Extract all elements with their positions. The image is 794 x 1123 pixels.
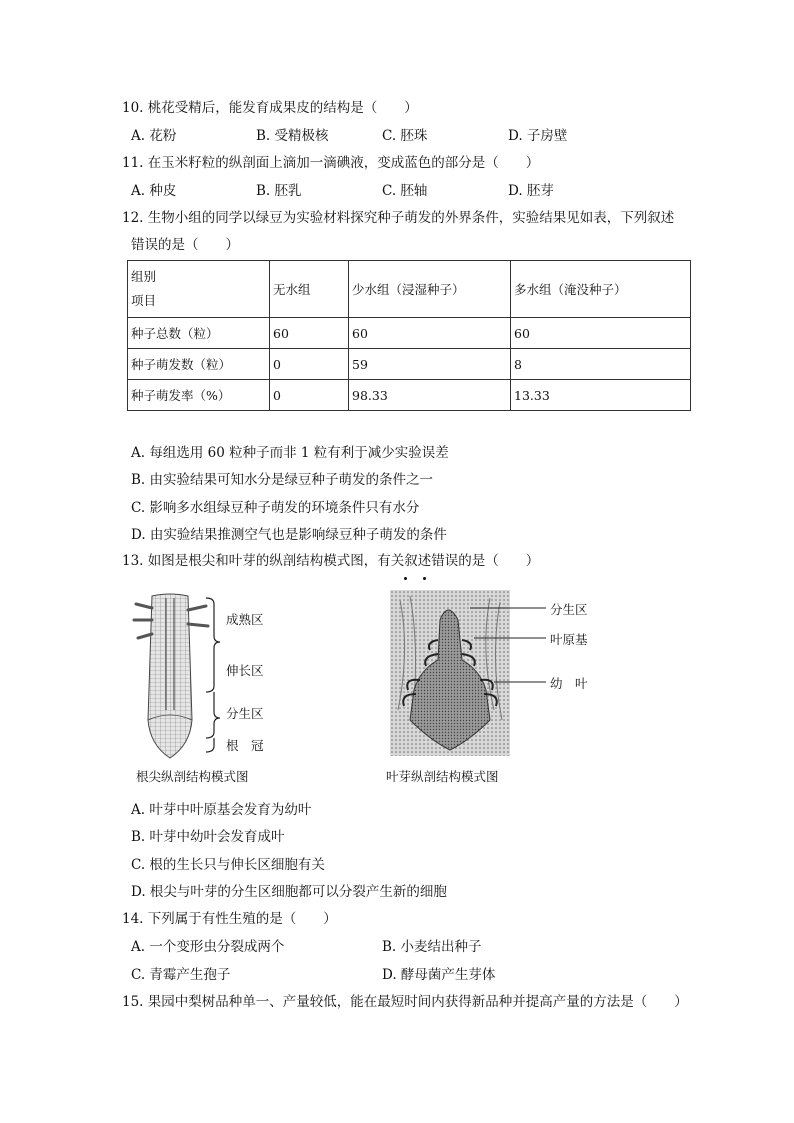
root-label-elongation-zone: 伸长区 <box>226 663 264 678</box>
root-label-maturation-zone: 成熟区 <box>226 612 264 627</box>
experiment-table <box>127 260 691 411</box>
q12-option-d: D. 由实验结果推测空气也是影响绿豆种子萌发的条件 <box>131 527 447 543</box>
root-label-meristem-zone: 分生区 <box>226 706 264 721</box>
emphasis-dot <box>423 577 426 580</box>
q12-option-c: C. 影响多水组绿豆种子萌发的环境条件只有水分 <box>131 500 420 516</box>
q14-option-a: A. 一个变形虫分裂成两个 <box>131 939 285 955</box>
root-label-root-cap: 根 冠 <box>226 738 264 753</box>
q11-option-a: A. 种皮 <box>131 183 177 199</box>
question-13-stem: 13. 如图是根尖和叶芽的纵剖结构模式图，有关叙述错误的是（ ） <box>122 553 540 569</box>
q12-option-b: B. 由实验结果可知水分是绿豆种子萌发的条件之一 <box>131 472 434 488</box>
q10-option-b: B. 受精极核 <box>256 128 329 144</box>
root-zone-bracket <box>204 596 224 754</box>
bud-figure-caption: 叶芽纵剖结构模式图 <box>386 769 499 784</box>
root-figure-caption: 根尖纵剖结构模式图 <box>136 769 249 784</box>
q13-option-a: A. 叶芽中叶原基会发育为幼叶 <box>131 802 312 818</box>
question-15-stem: 15. 果园中梨树品种单一、产量较低，能在最短时间内获得新品种并提高产量的方法是（ ） <box>122 994 688 1010</box>
table-cell: 60 <box>511 318 691 349</box>
q14-option-d: D. 酵母菌产生芽体 <box>382 967 496 983</box>
table-header-corner <box>128 261 270 318</box>
question-14-stem: 14. 下列属于有性生殖的是（ ） <box>122 911 337 927</box>
question-12-stem-line2: 错误的是（ ） <box>131 237 239 253</box>
bud-leader-lines <box>470 600 550 690</box>
column-header-little-water: 少水组（浸湿种子） <box>349 261 511 318</box>
bud-label-leaf-primordium: 叶原基 <box>550 632 588 647</box>
q11-option-d: D. 胚芽 <box>508 183 554 199</box>
table-cell: 98.33 <box>349 380 511 411</box>
column-header-much-water: 多水组（淹没种子） <box>511 261 691 318</box>
table-row <box>128 349 691 380</box>
table-cell: 0 <box>270 349 349 380</box>
header-item-label: 项目 <box>131 293 157 308</box>
q10-option-c: C. 胚珠 <box>382 128 428 144</box>
row-label: 种子萌发率（%） <box>128 380 270 411</box>
q14-option-b: B. 小麦结出种子 <box>382 939 482 955</box>
question-12-stem-line1: 12. 生物小组的同学以绿豆为实验材料探究种子萌发的外界条件，实验结果见如表，下列叙述 <box>122 210 675 226</box>
column-header-no-water: 无水组 <box>270 261 349 318</box>
header-group-label: 组别 <box>131 269 157 284</box>
bud-label-meristem-zone: 分生区 <box>550 602 588 617</box>
table-row <box>128 318 691 349</box>
q11-option-c: C. 胚轴 <box>382 183 428 199</box>
row-label: 种子萌发数（粒） <box>128 349 270 380</box>
emphasis-dot <box>404 577 407 580</box>
table-cell: 13.33 <box>511 380 691 411</box>
q10-option-d: D. 子房壁 <box>508 128 568 144</box>
q13-option-d: D. 根尖与叶芽的分生区细胞都可以分裂产生新的细胞 <box>131 884 447 900</box>
q10-option-a: A. 花粉 <box>131 128 177 144</box>
q14-option-c: C. 青霉产生孢子 <box>131 967 231 983</box>
question-10-stem: 10. 桃花受精后，能发育成果皮的结构是（ ） <box>122 100 418 116</box>
table-cell: 60 <box>349 318 511 349</box>
question-11-stem: 11. 在玉米籽粒的纵剖面上滴加一滴碘液，变成蓝色的部分是（ ） <box>122 155 540 171</box>
table-cell: 59 <box>349 349 511 380</box>
q11-option-b: B. 胚乳 <box>256 183 302 199</box>
table-row <box>128 380 691 411</box>
table-cell: 60 <box>270 318 349 349</box>
table-cell: 8 <box>511 349 691 380</box>
q13-option-c: C. 根的生长只与伸长区细胞有关 <box>131 857 325 873</box>
row-label: 种子总数（粒） <box>128 318 270 349</box>
bud-label-young-leaf: 幼 叶 <box>550 676 588 691</box>
q12-option-a: A. 每组选用 60 粒种子而非 1 粒有利于减少实验误差 <box>131 445 449 461</box>
table-cell: 0 <box>270 380 349 411</box>
q13-option-b: B. 叶芽中幼叶会发育成叶 <box>131 829 285 845</box>
